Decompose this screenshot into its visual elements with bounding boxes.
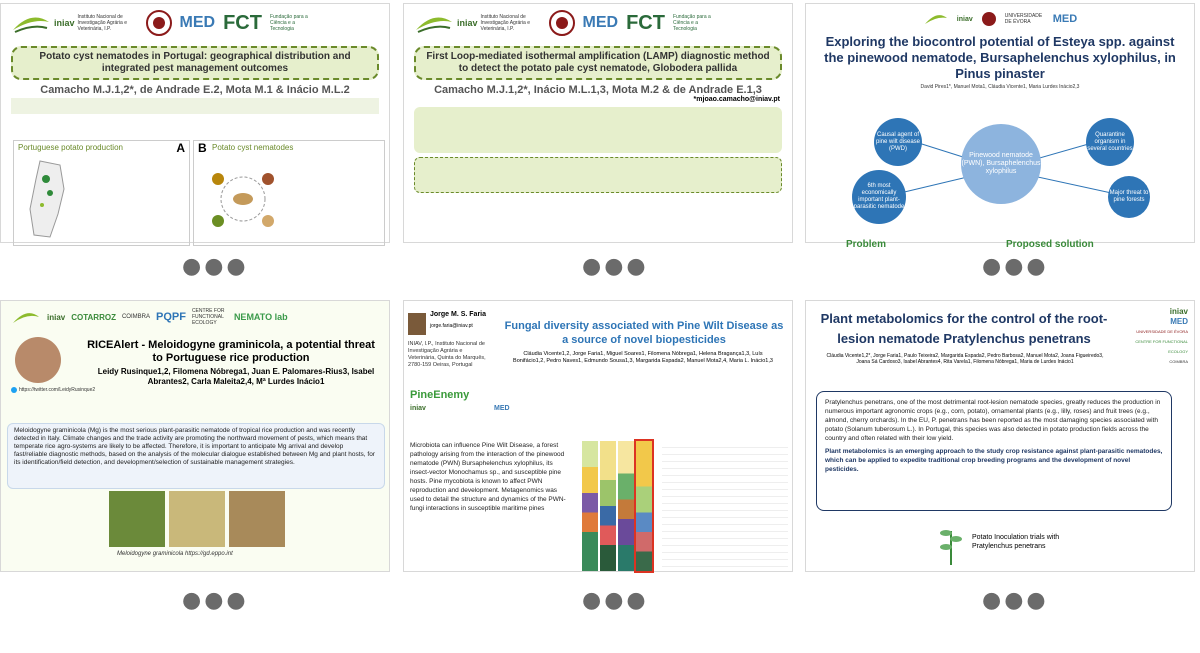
iniav-leaf-icon <box>11 10 51 36</box>
logo-stack: iniav MED UNIVERSIDADE DE ÉVORA CENTRE FOR FUNCTIONAL ECOLOGY COIMBRA <box>1118 307 1188 367</box>
poster-title: RICEAlert - Meloidogyne graminicola, a potential threat to Portuguese rice production <box>87 339 375 364</box>
poster-title: Plant metabolomics for the control of the root-lesion nematode Pratylenchus penetrans <box>820 311 1108 346</box>
pineenemy-logo: PineEnemy <box>410 389 470 401</box>
taxa-bar-3 <box>618 441 634 571</box>
highlight-paragraph: Plant metabolomics is an emerging approach to the study crop resistance against plant-parasitic nematodes, which can be applied to expedite traditional crop breeding programs and the development of novel pesticides. <box>825 448 1163 473</box>
poster-title: First Loop-mediated isothermal amplification (LAMP) diagnostic method to detect the potato pale cyst nematode, Globodera pallida <box>414 46 782 80</box>
med-logo: MED <box>1052 13 1078 25</box>
logo-row: iniav Instituto Nacional de Investigação Agrária e Veterinária, I.P. MED FCT Fundação para a Ciência e a Tecnologia <box>1 4 389 42</box>
presenter-photo <box>15 337 61 383</box>
bubble-diagram <box>806 114 1196 250</box>
poster-authors: Cláudia Vicente1,2*, Jorge Faria1, Paulo Teixeira2, Margarida Espada2, Pedro Barbosa2, Manuel Mota2, Joana Figueiredo3, Joana Sá Cardoso3, Isabel Abrantes4, Rita Varela1, Filomena Nóbrega1, Maria de Lurdes Inácio1 <box>826 353 1104 365</box>
poster-authors: Camacho M.J.1,2*, Inácio M.L.1,3, Mota M.2 & de Andrade E.1,3 <box>434 84 762 96</box>
photo-caption: Meloidogyne graminicola https://gd.eppo.int <box>117 551 233 557</box>
poster-card-1[interactable] <box>0 3 390 243</box>
solution-label: Proposed solution <box>1006 239 1094 250</box>
more-options-5[interactable]: ●●● <box>582 588 649 613</box>
portugal-map-icon <box>20 159 80 239</box>
root-galls-photo <box>229 491 285 547</box>
more-options-4[interactable]: ●●● <box>182 588 249 613</box>
more-options-2[interactable]: ●●● <box>582 254 649 279</box>
iniav-logo: iniav <box>410 405 426 412</box>
iniav-leaf-icon <box>414 10 454 36</box>
inoculation-section <box>936 519 1082 565</box>
twitter-icon <box>11 387 17 393</box>
med-logo: MED <box>582 14 619 31</box>
poster-card-4[interactable] <box>0 300 390 572</box>
lifecycle-diagram-icon <box>198 159 288 239</box>
poster-title: Exploring the biocontrol potential of Esteya spp. against the pinewood nematode, Bursaphelenchus xylophilus, in Pinus pinaster <box>824 34 1176 81</box>
med-logo: MED <box>494 405 510 412</box>
iniav-logo: iniav <box>1169 307 1188 316</box>
poster-card-5[interactable] <box>403 300 793 572</box>
photo-strip <box>109 491 285 547</box>
bubble-major-threat: Major threat to pine forests <box>1108 176 1150 218</box>
inoculation-label: Potato Inoculation trials with Pratylenchus penetrans <box>972 534 1060 550</box>
poster-authors: Camacho M.J.1,2*, de Andrade E.2, Mota M.1 & Inácio M.L.2 <box>40 84 350 96</box>
bubble-economic-importance: 6th most economically important plant-parasitic nematode <box>852 170 906 224</box>
poster-authors: David Pires1*, Manuel Mota1, Cláudia Vicente1, Maria Lurdes Inácio2,3 <box>920 84 1080 90</box>
abstract-box: Meloidogyne graminicola (Mg) is the most serious plant-parasitic nematode of tropical rice production and was recently detected in Italy. Climate changes and the trade activity are promoting the northward movement of pests, which means that temperate rice agro-systems are likely to be affected. Therefore, it is important to anticipate Mg arrival and develop fast/reliable diagnostic methods, based on the analysis of the molecular dialogue established between Mg and plant hosts, for its identification/field detection, and development/selection of sustainable management strategies. <box>7 423 385 489</box>
panel-a <box>13 140 190 246</box>
logo-row: iniav UNIVERSIDADE DE ÉVORA MED <box>806 4 1194 34</box>
plant-sprout-icon <box>936 519 966 565</box>
poster-card-2[interactable] <box>403 3 793 243</box>
poster-card-6[interactable] <box>805 300 1195 572</box>
university-seal-icon <box>146 10 172 36</box>
twitter-link[interactable]: https://twitter.com/LeidyRusinque2 <box>11 387 95 393</box>
taxa-legend <box>662 441 788 571</box>
fct-logo: FCT <box>223 11 262 34</box>
panel-a-title: Portuguese potato production <box>18 143 123 152</box>
more-options-1[interactable]: ●●● <box>182 254 249 279</box>
bubble-quarantine: Quarantine organism in several countries <box>1086 118 1134 166</box>
intro-paragraph: Pratylenchus penetrans, one of the most detrimental root-lesion nematode species, greatly reduces the production in numerous important agronomic crops (e.g., corn, potato), ornamental plants (e.g., lilly, roses) and fruit trees (e.g., almond, cherry orchards). In the EU, P. penetrans has been reported as the most damaging species associated with potato (Solanum tuberosum L.). In Portugal, this species was also detected in potato production fields across the country and often related with their low yield. <box>825 399 1161 442</box>
poster-title: Fungal diversity associated with Pine Wilt Disease as a source of novel biopesticides <box>504 320 784 346</box>
taxa-bar-4 <box>636 441 652 571</box>
rice-field-photo <box>109 491 165 547</box>
presenter-photo <box>408 313 426 335</box>
iniav-logo: iniav Instituto Nacional de Investigação Agrária e Veterinária, I.P. <box>414 10 541 36</box>
university-seal-icon <box>981 11 997 27</box>
iniav-logo: iniav Instituto Nacional de Investigação Agrária e Veterinária, I.P. <box>11 10 138 36</box>
panel-b-title: Potato cyst nematodes <box>212 143 294 152</box>
med-logo: MED <box>1170 317 1188 326</box>
bubble-causal-agent: Causal agent of pine wilt disease (PWD) <box>874 118 922 166</box>
logo-row: iniav Instituto Nacional de Investigação Agrária e Veterinária, I.P. MED FCT Fundação para a Ciência e a Tecnologia <box>404 4 792 42</box>
presenter-name: Jorge M. S. Faria <box>430 311 487 318</box>
logo-row: iniav COTARROZ COIMBRA PQPF CENTRE FOR FUNCTIONAL ECOLOGY NEMATO lab <box>1 301 389 333</box>
taxa-bar-2 <box>600 441 616 571</box>
poster-title: Potato cyst nematodes in Portugal: geographical distribution and integrated pest management outcomes <box>11 46 379 80</box>
presenter-email: jorge.faria@iniav.pt <box>430 323 473 329</box>
contact-email: *mjoao.camacho@iniav.pt <box>693 96 780 103</box>
presenter-info: INIAV, I.P., Instituto Nacional de Investigação Agrária e Veterinária, Quinta do Marquês, 2780-159 Oeiras, Portugal <box>408 341 486 368</box>
med-logo: MED <box>179 14 216 31</box>
problem-label: Problem <box>846 239 887 250</box>
panel-b-label: B <box>198 141 207 155</box>
intro-box <box>816 391 1172 511</box>
panel-a-label: A <box>176 141 185 155</box>
intro-text: Microbiota can influence Pine Wilt Disease, a forest pathology arising from the interaction of the pinewood nematode (PWN) Bursaphelenchus xylophilus, its insect-vector Monochamus sp., and susceptible pine hosts. Pine mycobiota is known to affect PWN reproduction and development. Metagenomics was used to detail the structure and dynamics of the PWN-fungi interactions in susceptible maritime pines <box>410 442 566 512</box>
abstract-box <box>414 107 782 153</box>
panel-b <box>193 140 385 246</box>
center-bubble: Pinewood nematode (PWN), Bursaphelenchus xylophilus <box>961 124 1041 204</box>
microscope-photo <box>169 491 225 547</box>
university-seal-icon <box>549 10 575 36</box>
taxa-stacked-bars <box>582 441 656 571</box>
iniav-leaf-icon <box>11 307 41 327</box>
method-box <box>414 157 782 193</box>
more-options-3[interactable]: ●●● <box>982 254 1049 279</box>
taxa-bar-1 <box>582 441 598 571</box>
poster-authors: Cláudia Vicente1,2, Jorge Faria1, Miguel Soares1, Filomena Nóbrega1, Helena Bragança1,3, Luís Bonifácio1,2, Pedro Naves1, Edmundo Sousa1,3, Margarida Espada2, Manuel Mota2,4, Maria L. Inácio1,3 <box>513 351 773 364</box>
fct-logo: FCT <box>626 11 665 34</box>
poster-card-3[interactable] <box>805 3 1195 250</box>
iniav-leaf-icon <box>923 10 949 28</box>
more-options-6[interactable]: ●●● <box>982 588 1049 613</box>
affiliations <box>11 98 379 114</box>
poster-authors: Leidy Rusinque1,2, Filomena Nóbrega1, Juan E. Palomares-Rius3, Isabel Abrantes2, Carla Maleita2,4, Mª Lurdes Inácio1 <box>97 367 375 386</box>
